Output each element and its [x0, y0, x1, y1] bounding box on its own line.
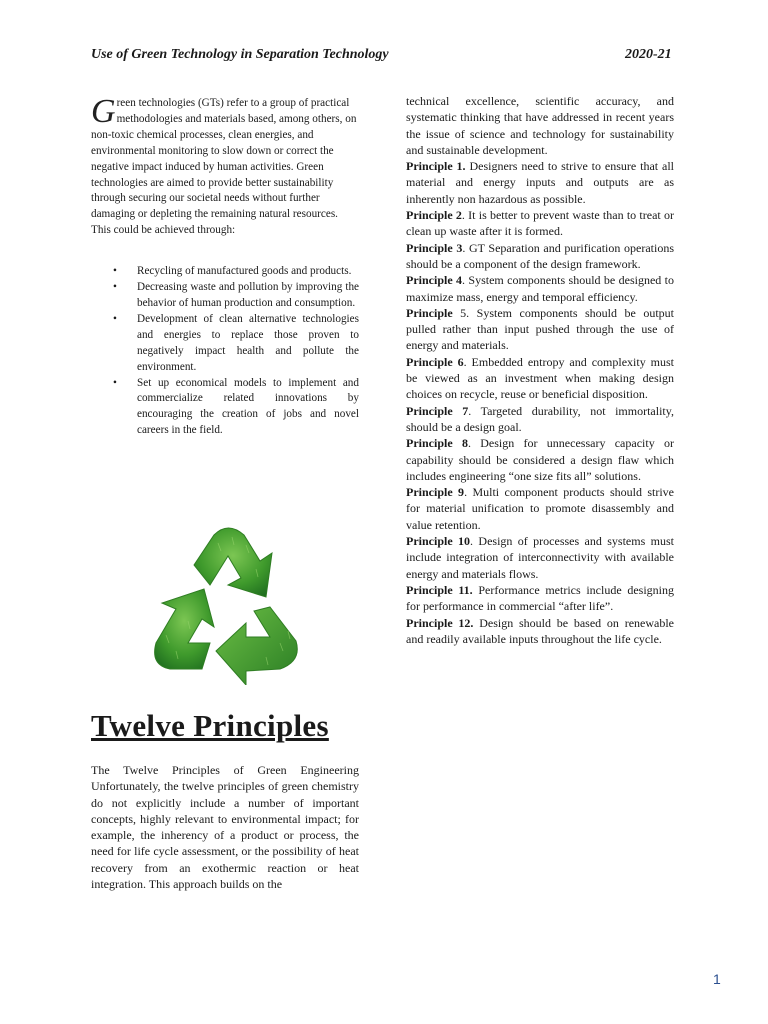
principle-text: . Design for unnecessary capacity or capability should be considered a design flaw which includes engineering “one size fits all” solutions. — [406, 436, 674, 483]
running-header-title: Use of Green Technology in Separation Technology — [91, 47, 389, 62]
principle-text: . System components should be designed to maximize mass, energy and temporal efficiency. — [406, 273, 674, 304]
running-header-year: 2020-21 — [625, 47, 672, 62]
continuation-text: technical excellence, scientific accuracy, and systematic thinking that have addressed in recent years the issue of science and technology for sustainability and sustainable development. — [406, 94, 674, 157]
recycle-icon — [148, 523, 308, 685]
principle-text: Performance metrics include designing for performance in commercial “after life”. — [406, 582, 675, 614]
principle-label: Principle 2 — [406, 208, 462, 223]
intro-text: reen technologies (GTs) refer to a group of practical methodologies and materials based, among others, on non-toxic chemical processes, clean energies, and environmental monitoring to slow down or correct the negative impact induced by human activities. Green technologies are aimed to provide better sustainability through securing our societal needs without further damaging or depleting the remaining natural resources. This could be achieved through: — [91, 97, 357, 237]
bullet-list — [91, 264, 359, 439]
principle-text: . Embedded entropy and complexity must be viewed as an investment when making design choices on recycle, reuse or beneficial disposition. — [406, 354, 674, 402]
principle-item — [406, 533, 674, 582]
principle-text: Design should be based on renewable and readily available inputs throughout the life cycle. — [406, 615, 674, 646]
principle-item — [406, 354, 674, 403]
principle-label: Principle — [406, 305, 453, 320]
drop-cap: G — [91, 93, 116, 130]
page-number: 1 — [713, 971, 721, 987]
principle-label: Principle 3 — [406, 240, 463, 255]
principle-label: Principle 9 — [406, 485, 465, 500]
principle-text: . Multi component products should strive for material unification to promote disassembly and value retention. — [406, 485, 674, 532]
principle-item — [406, 403, 674, 436]
principle-label: Principle 6 — [406, 354, 464, 369]
principle-item — [406, 272, 674, 305]
bullet-item: • Set up economical models to implement and commercialize related innovations by encouraging the creation of jobs and novel careers in the field. — [137, 376, 359, 440]
principle-text: . It is better to prevent waste than to treat or clean up waste after it is formed. — [406, 208, 674, 239]
bullet-item: • Recycling of manufactured goods and products. — [137, 264, 359, 280]
principle-label: Principle 4 — [406, 273, 463, 288]
principle-label: Principle 10 — [406, 534, 471, 549]
principle-item — [406, 240, 674, 273]
principle-text: Designers need to strive to ensure that all material and energy inputs and outputs are as inherently non hazardous as possible. — [406, 159, 674, 206]
bullet-item: • Development of clean alternative technologies and energies to replace those proven to negatively impact health and pollute the environment. — [137, 312, 359, 376]
principle-item — [406, 158, 674, 207]
principle-item — [406, 615, 674, 648]
principle-text: . Targeted durability, not immortality, should be a design goal. — [406, 403, 674, 434]
principle-label: Principle 12. — [406, 615, 474, 630]
bullet-item: • Decreasing waste and pollution by improving the behavior of human production and consumption. — [137, 280, 359, 312]
principle-text: . Design of processes and systems must include integration of interconnectivity with available energy and materials flows. — [406, 534, 674, 581]
left-column — [91, 93, 359, 439]
principle-text: 5. System components should be output pulled rather than input pushed through the use of energy and materials. — [406, 305, 674, 353]
principle-item — [406, 582, 674, 615]
section-body: The Twelve Principles of Green Engineering Unfortunately, the twelve principles of green chemistry do not explicitly include a number of important concepts, highly relevant to environmental impact; for example, the inherency of a product or process, the need for life cycle assessment, or the possibility of heat recovery from an exothermic reaction or heat integration. This approach builds on the — [91, 763, 359, 892]
principle-item — [406, 435, 674, 484]
principle-label: Principle 7 — [406, 403, 469, 418]
principle-label: Principle 1. — [406, 159, 466, 174]
principle-label: Principle 11. — [406, 582, 473, 597]
intro-paragraph — [91, 93, 359, 239]
principle-item — [406, 305, 674, 354]
right-column — [406, 93, 674, 647]
section-title: Twelve Principles — [91, 708, 329, 743]
principle-label: Principle 8 — [406, 436, 468, 451]
recycle-icon-graphic — [148, 523, 308, 685]
principle-item — [406, 484, 674, 533]
principle-item — [406, 207, 674, 240]
principle-text: . GT Separation and purification operations should be a component of the design framework. — [406, 240, 674, 271]
